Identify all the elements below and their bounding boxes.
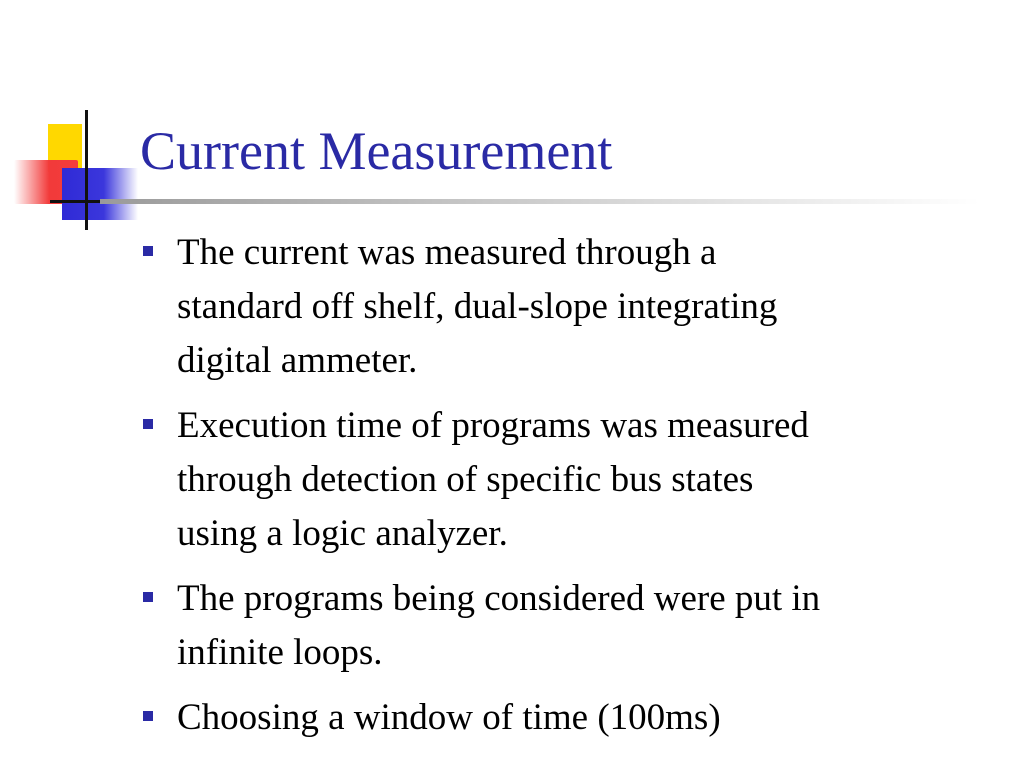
slide-title: Current Measurement [140,121,613,181]
square-bullet-icon [143,246,153,256]
bullet-list [140,226,1000,756]
bullet-item [140,572,1000,680]
decorative-squares-logo [0,100,150,240]
bullet-text: Execution time of programs was measured through detection of specific bus states using a logic analyzer. [177,405,809,554]
title-underline-divider [100,199,980,204]
bullet-item [140,399,1000,561]
bullet-text: Choosing a window of time (100ms) [177,697,721,738]
logo-blue-square [62,168,138,220]
bullet-text: The current was measured through a standard off shelf, dual-slope integrating digital ammeter. [177,232,778,381]
square-bullet-icon [143,419,153,429]
logo-vertical-line [85,110,88,230]
square-bullet-icon [143,592,153,602]
bullet-text: The programs being considered were put in infinite loops. [177,578,821,673]
bullet-item [140,226,1000,388]
bullet-item [140,691,1000,745]
square-bullet-icon [143,711,153,721]
